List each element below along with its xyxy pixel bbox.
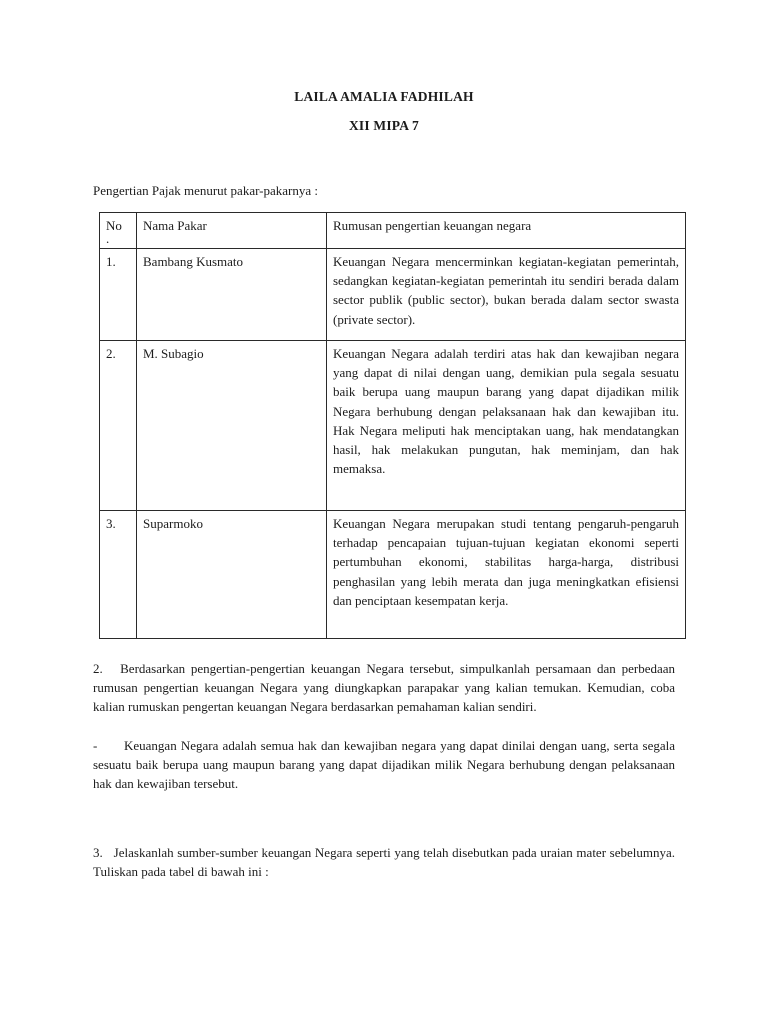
- row-expert-name: Bambang Kusmato: [137, 249, 327, 341]
- question-2: [93, 659, 675, 717]
- header-definition: Rumusan pengertian keuangan negara: [327, 213, 686, 249]
- table-row: [100, 511, 686, 639]
- header-no-cell: [100, 213, 137, 249]
- row-no: 3.: [100, 511, 137, 639]
- author-class: XII MIPA 7: [348, 118, 419, 133]
- row-expert-name: M. Subagio: [137, 341, 327, 511]
- header-no: No: [106, 218, 122, 233]
- table-header-row: [100, 213, 686, 249]
- question-3-text: Jelaskanlah sumber-sumber keuangan Negara seperti yang telah disebutkan pada uraian mater sebelumnya. Tuliskan pada tabel di bawah ini :: [93, 845, 676, 880]
- row-no: 1.: [100, 249, 137, 341]
- question-2-text: Berdasarkan pengertian-pengertian keuangan Negara tersebut, simpulkanlah persamaan dan perbedaan rumusan pengertian keuangan Negara yang diungkapkan parapakar yang kalian temukan. Kemudian, coba kalian rumuskan pengertan keuangan Negara berdasarkan pemahaman kalian sendiri.: [93, 661, 675, 715]
- row-definition: Keuangan Negara adalah terdiri atas hak dan kewajiban negara yang dapat di nilai dengan uang, demikian pula segala sesuatu baik berupa uang maupun barang yang dapat dijadikan milik Negara berhubung dengan pelaksanaan hak dan kewajiban itu. Hak Negara meliputi hak menciptakan uang, hak mendatangkan hasil, hak melakukan pungutan, hak meminjam, dan hak memaksa.: [327, 341, 686, 511]
- question-2-number: 2.: [93, 661, 103, 676]
- header-name: Nama Pakar: [137, 213, 327, 249]
- experts-table: [99, 212, 686, 639]
- row-no: 2.: [100, 341, 137, 511]
- question-3-number: 3.: [93, 845, 103, 860]
- answer-bullet: -: [93, 738, 98, 753]
- question-3: [93, 843, 675, 881]
- question-2-answer: [93, 736, 675, 794]
- answer-text: Keuangan Negara adalah semua hak dan kewajiban negara yang dapat dinilai dengan uang, serta segala sesuatu baik berupa uang maupun barang yang dapat dijadikan milik Negara berhubung dengan pelaksanaan hak dan kewajiban tersebut.: [93, 738, 675, 792]
- table-row: [100, 341, 686, 511]
- intro-text: Pengertian Pajak menurut pakar-pakarnya :: [93, 183, 318, 198]
- row-definition: Keuangan Negara merupakan studi tentang pengaruh-pengaruh terhadap pencapaian tujuan-tujuan kegiatan ekonomi seperti pertumbuhan ekonomi, stabilitas harga-harga, distribusi penghasilan yang lebih merata dan juga meningkatkan efisiensi dan penciptaan kesempatan kerja.: [327, 511, 686, 639]
- row-expert-name: Suparmoko: [137, 511, 327, 639]
- table-row: [100, 249, 686, 341]
- author-name: LAILA AMALIA FADHILAH: [294, 89, 474, 104]
- row-definition: Keuangan Negara mencerminkan kegiatan-kegiatan pemerintah, sedangkan kegiatan-kegiatan pemerintah itu sendiri berada dalam sector publik (public sector), bukan berada dalam sector swasta (private sector).: [327, 249, 686, 341]
- header-no-dot: .: [106, 231, 110, 247]
